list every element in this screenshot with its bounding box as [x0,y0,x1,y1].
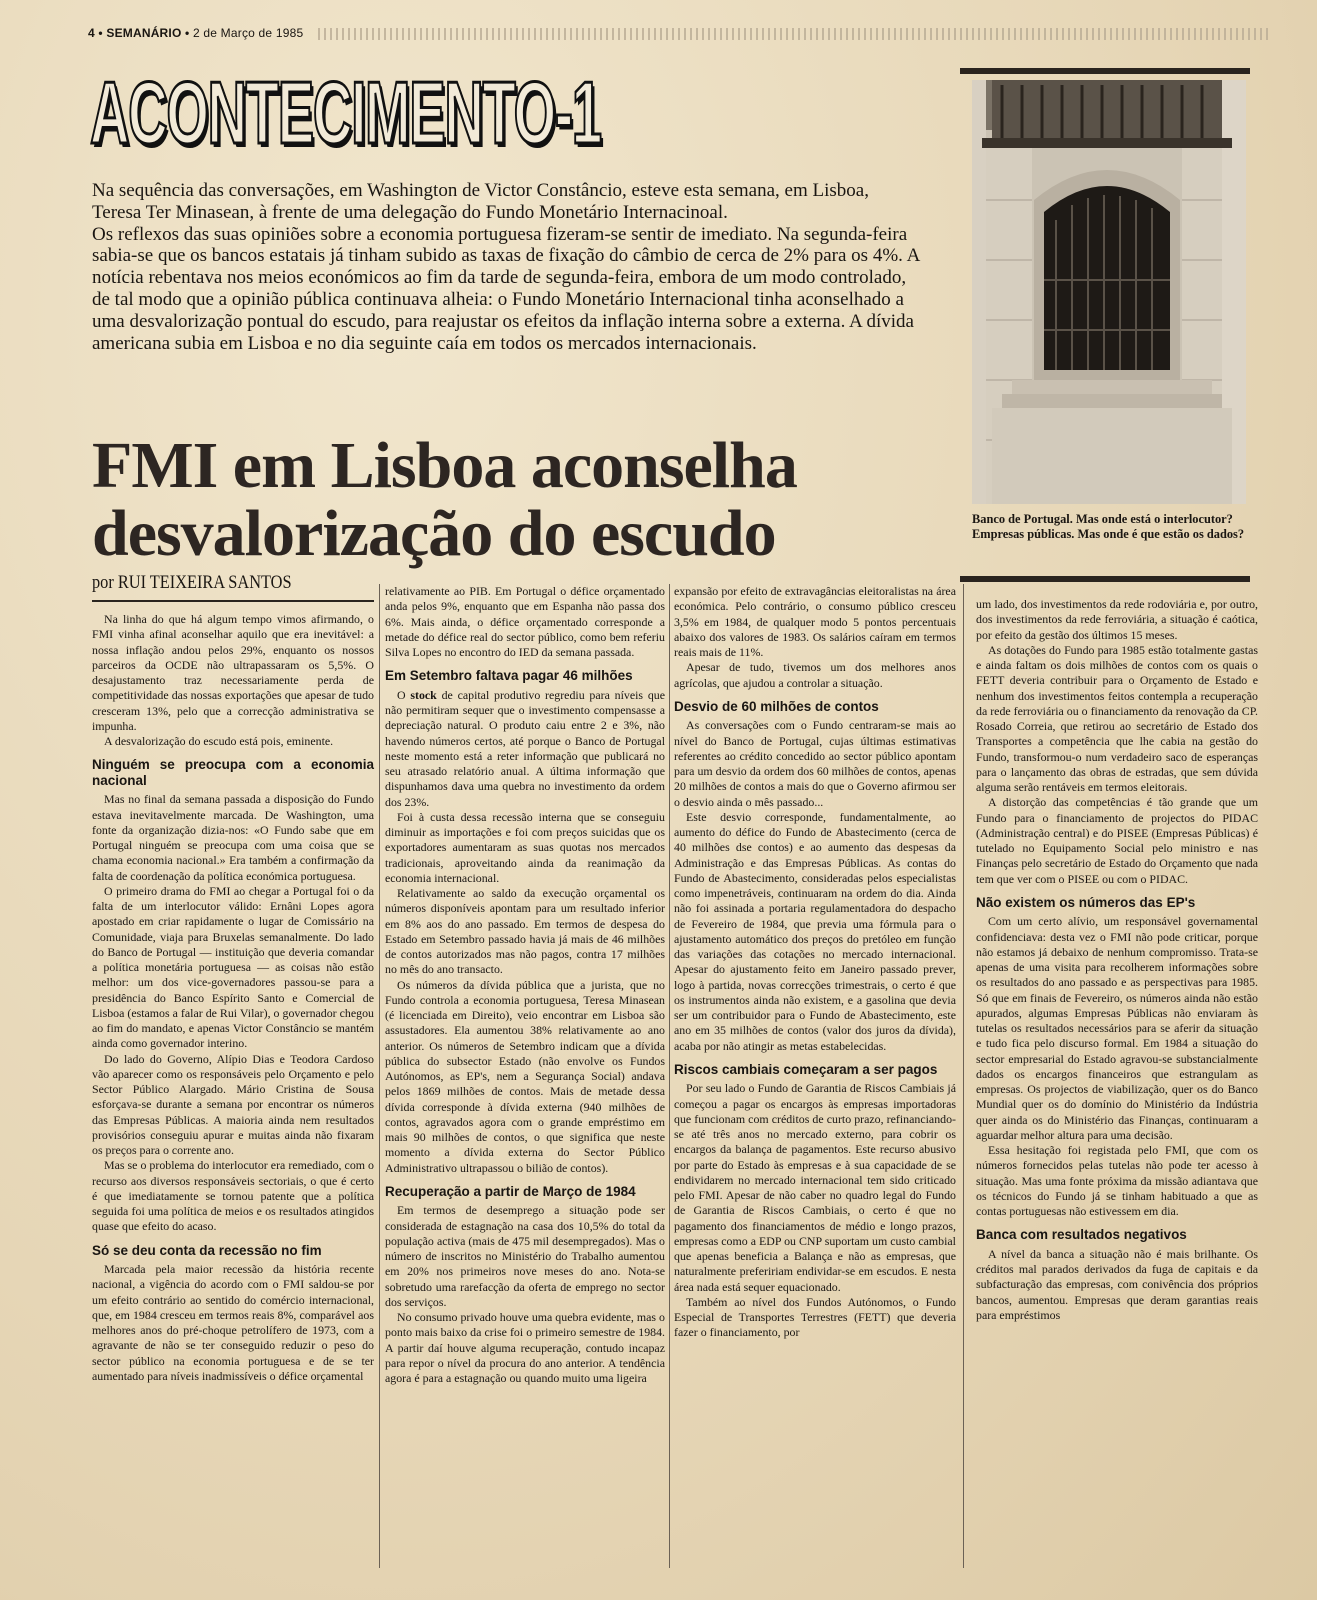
lead-paragraph [92,180,922,354]
paragraph: Relativamente ao saldo da execução orçamental os números disponíveis apontam para um resultado inferior em 8% aos do ano passado. Em termos de despesa do Estado em Setembro passado havia já mais de 46 milhões de contos autorizados mas não pagos, contra 17 milhões no mês do ano transacto. [385,886,665,977]
article-column-2 [385,584,665,1386]
text-run-bold: stock [410,687,437,702]
header-text: 4 • SEMANÁRIO • 2 de Março de 1985 [88,26,304,40]
subheading: Não existem os números das EP's [976,894,1196,910]
article-column-1 [92,612,374,1384]
subheading: Desvio de 60 milhões de contos [674,698,879,714]
paragraph: Do lado do Governo, Alípio Dias e Teodora Cardoso vão aparecer como os responsáveis pelo Orçamento e pelo Sector Público Alargado. Mário Cristina de Sousa esforçava-se durante a semana por encontrar os números das Empresas Públicas. A maioria ainda nem resultados provisórios conseguiu apurar e muitas ainda não fixaram os preços para o corrente ano. [92,1051,374,1157]
caption-bottom-rule [960,576,1250,582]
subheading: Só se deu conta da recessão no fim [92,1242,322,1258]
paragraph: A distorção das competências é tão grande que um Fundo para o financiamento de projectos do PIDAC (Administração central) e do PISEE (Empresas Públicas) é tutelado no Equipamento Social pelo ministro e nas Finanças pelo secretário de Estado do Orçamento que nada tem que ver com o PISEE ou com o PIDAC. [976,795,1258,886]
paragraph: Mas se o problema do interlocutor era remediado, com o recurso aos diversos responsáveis sectoriais, o que é certo é que imediatamente se tornou patente que a política seguida foi uma política de meios e os resultados atingidos quase que efeito do acaso. [92,1158,374,1234]
headline-line-2: desvalorização do escudo [92,497,776,570]
photo-caption [972,512,1262,542]
paragraph: Apesar de tudo, tivemos um dos melhores anos agrícolas, que ajudou a controlar a situação. [674,660,956,690]
paragraph: Por seu lado o Fundo de Garantia de Riscos Cambiais já começou a pagar os encargos às empresas importadoras que funcionam com créditos de curto prazo, refinanciando-se até três anos no mercado externo, para cobrir os encargos da balança de pagamentos. Este recurso abusivo por parte do Estado às empresas e à sua capacidade de se endividarem no mercado internacional tem sido criticado pelo FMI. Apesar de não caber no quadro legal do Fundo de Garantia de Riscos Cambiais, o certo é que no pagamento dos financiamentos de médio e longo prazos, empresas como a EDP ou CNP suportam um custo cambial que apenas beneficia a Balança e não as empresas, que naturalmente prefeririam endividar-se em escudos. E nesta área nada está sequer equacionado. [674,1081,956,1294]
issue-date: 2 de Março de 1985 [192,26,304,40]
lead-sentence-1: Na sequência das conversações, em Washington de Victor Constâncio, esteve esta semana, em Lisboa, Teresa Ter Minasean, à frente de uma delegação do Fundo Monetário Internacinoal. [92,180,869,223]
paragraph: Com um certo alívio, um responsável governamental confidenciava: desta vez o FMI não pode criticar, porque não estamos já debaixo de nenhum compromisso. Trata-se apenas de uma visita para recolherem informações sobre os resultados do ano passado e as perspectivas para 1985. Só que em finais de Fevereiro, os números ainda não estão apurados, algumas Empresas Públicas não enviaram às tutelas os resultados necessários para se aferir da situação e tudo fica pelo discurso formal. Em 1984 a situação do sector empresarial do Estado agravou-se substancialmente dados os encargos financeiros que estrangulam as empresas. Os projectos de viabilização, quer os do Banco Mundial quer os do domínio do Ministério da Indústria quer ainda os do Ministério das Finanças, continuaram a aguardar melhor altura para uma decisão. [976,914,1258,1142]
text-run: O [397,687,411,702]
paragraph: Mas no final da semana passada a disposição do Fundo estava inevitavelmente marcada. De Washington, uma fonte da organização dizia-nos: «O Fundo sabe que em Portugal ninguém se preocupa com uma coisa que se chama economia nacional.» Era também a confirmação da falta de coordenação da política económica portuguesa. [92,792,374,883]
lead-sentence-2: Os reflexos das suas opiniões sobre a economia portuguesa fizeram-se sentir de imediato. Na segunda-feira sabia-se que os bancos estatais já tinham subido as taxas de fixação do câmbio de cerca de 2% para os 4%. A notícia rebentava nos meios económicos ao fim da tarde de segunda-feira, embora de um modo controlado, de tal modo que a opinião pública continuava alheia: o Fundo Monetário Internacional tinha aconselhado a uma desvalorização pontual do escudo, para reajustar os efeitos da inflação interna sobre a externa. A dívida americana subia em Lisboa e no dia seguinte caía em todos os mercados internacionais. [92,223,920,354]
article-column-3 [674,584,956,1341]
article-column-4 [976,597,1258,1323]
paragraph: Na linha do que há algum tempo vimos afirmando, o FMI vinha afinal aconselhar aquilo que era inevitável: a nossa inflação andou pelos 29%, enquanto os nossos parceiros da OCDE não ultrapassaram os 5,5%. O desajustamento traz necessariamente perda de competitividade das nossas exportações que apesar de tudo cresceram 13%, pelo que a correcção administrativa se impunha. [92,612,374,733]
paragraph: Foi à custa dessa recessão interna que se conseguiu diminuir as importações e foi com preços suicidas que os exportadores aumentaram as suas quotas nos mercados tradicionais, aproveitando ainda da reanimação da economia internacional. [385,809,665,885]
paragraph: Marcada pela maior recessão da história recente nacional, a vigência do acordo com o FMI saldou-se por um efeito contrário ao sentido do comércio internacional, que, em 1984 cresceu em termos reais 8%, comparável aos melhores anos do pré-choque petrolífero de 1973, com a agravante de não se ter conseguido reduzir o peso do sector público na economia portuguesa e de se ter aumentado para níveis inadmissíveis o défice orçamental [92,1262,374,1383]
caption-line-1: Banco de Portugal. Mas onde está o interlocutor? [972,512,1233,526]
paragraph: No consumo privado houve uma quebra evidente, mas o ponto mais baixo da crise foi o primeiro semestre de 1984. A partir daí houve alguma recuperação, contudo incapaz para repor o nível da procura do ano anterior. A tendência agora é para a estagnação ou quando muito uma ligeira [385,1310,665,1385]
subheading: Banca com resultados negativos [976,1227,1187,1243]
paragraph: As dotações do Fundo para 1985 estão totalmente gastas e ainda faltam os dois milhões de contos com os quais o FETT deveria contribuir para o Orçamento de Estado e nenhum dos investimentos feitos contempla a recuperação da rede ferroviária ou o financiamento da renovação da CP. Rosado Correia, que retirou ao secretário de Estado dos Transportes a competência que lhe cabia na gestão do Fundo, transformou-o num verdadeiro saco de esperanças para o lançamento das obras de estradas, que sem dúvida alguma serão rentáveis em termos eleitorais. [976,642,1258,794]
page-number: 4 [88,26,95,40]
publication-name: SEMANÁRIO [106,26,182,40]
paragraph: expansão por efeito de extravagâncias eleitoralistas na área económica. Pelo contrário, o consumo público cresceu 3,5% em 1984, de qualquer modo 5 pontos percentuais abaixo dos valores de 1983. Os salários caíram em termos reais mais de 11%. [674,584,956,659]
byline-rule [92,600,374,602]
photo-top-rule [960,68,1250,74]
photo-illustration [972,80,1246,504]
paragraph: O primeiro drama do FMI ao chegar a Portugal foi o da falta de um interlocutor válido: Ernâni Lopes agora apostado em criar rapidamente o lugar de Comissário na Comunidade, viaja para Bruxelas semanalmente. Do lado do Banco de Portugal — instituição que deveria comandar a política monetária portuguesa — as coisas não estão melhor: um dos vice-governadores passou-se para a presidência do Banco Espírito Santo e Comercial de Lisboa (estamos a falar de Rui Vilar), o governador chegou ao fim do mandato, e apenas Victor Constâncio se mantém ainda como governador interino. [92,883,374,1051]
paragraph: Os números da dívida pública que a jurista, que no Fundo controla a economia portuguesa, Teresa Minasean (é licenciada em Direito), veio encontrar em Lisboa são assustadores. Ela aumentou 38% relativamente ao ano anterior. Os números de Setembro indicam que a dívida pública do subsector Estado (não envolve os Fundos Autónomos, as EP's, nem a Segurança Social) andava pelos 1869 milhões de contos. Mais de metade dessa dívida corresponde à dívida externa (940 milhões de contos, agravados agora com o grande empréstimo em mais 90 milhões de contos, o que significa que neste momento a dívida externa do Sector Público Administrativo ultrapassou o bilião de contos). [385,977,665,1175]
paragraph: As conversações com o Fundo centraram-se mais ao nível do Banco de Portugal, cujas últimas estimativas referentes ao crédito concedido ao sector público apontam para um desvio da ordem dos 60 milhões de contos, apenas 20 milhões de contos a mais do que o Governo afirmou ser o desvio ainda o mês passado... [674,718,956,809]
paragraph: Em termos de desemprego a situação pode ser considerada de estagnação na casa dos 10,5% do total da população activa (mais de 475 mil desempregados). Mas o número de inscritos no Ministério do Trabalho aumentou em 20% nos primeiros nove meses do ano. Nota-se sobretudo uma rarefacção da oferta de emprego no sector dos serviços. [385,1203,665,1309]
subheading: Riscos cambiais começaram a ser pagos [674,1061,938,1077]
column-divider [379,584,380,1568]
article-headline [92,429,952,570]
headline-line-1: FMI em Lisboa aconselha [92,429,797,502]
section-kicker: ACONTECIMENTO-1 [90,63,601,162]
paragraph: um lado, dos investimentos da rede rodoviária e, por outro, dos investimentos da rede ferroviária, a situação é caótica, por efeito da gestão dos últimos 15 meses. [976,597,1258,642]
caption-line-2: Empresas públicas. Mas onde é que estão os dados? [972,527,1245,541]
bank-building-photo [972,80,1246,504]
column-divider [669,584,670,1568]
byline: por RUI TEIXEIRA SANTOS [92,572,292,593]
subheading: Ninguém se preocupa com a economia nacional [92,757,374,788]
paragraph: Este desvio corresponde, fundamentalmente, ao aumento do défice do Fundo de Abastecimento (cerca de 40 milhões dse contos) e ao aumento das despesas da Administração e das Empresas Públicas. As contas do Fundo de Abastecimento, consideradas pelos especialistas como impenetráveis, continuaram na ordem do dia. Ainda não foi assinada a portaria regulamentadora do despacho de Fevereiro de 1984, que previa uma fórmula para o ajustamento automático dos preços do pretóleo em função das variações das cotações no mercado internacional. Apesar do ajustamento feito em Janeiro passado prever, logo à partida, novas correcções trimestrais, o certo é que os instrumentos ainda não existem, e a gasolina que devia ser um contribuidor para o Fundo de Abastecimento, este ano em 35 milhões de contos (valor dos juros da dívida), acaba por não atingir as metas estabelecidas. [674,809,956,1053]
paragraph: Essa hesitação foi registada pelo FMI, que com os números fornecidos pelas tutelas não pode ter acesso à situação. Mas uma fonte próxima da missão adiantava que os técnicos do Fundo já se tinham habituado a que as contas portuguesas não estivessem em dia. [976,1143,1258,1218]
paragraph: A desvalorização do escudo está pois, eminente. [104,734,334,748]
column-divider [963,584,964,1568]
paragraph: A nível da banca a situação não é mais brilhante. Os créditos mal parados derivados da fuga de capitais e da subfacturação das empresas, com conivência dos próprios bancos, aumentou. Empresas que deram garantias reais para empréstimos [976,1246,1258,1322]
paragraph [385,688,665,810]
subheading: Em Setembro faltava pagar 46 milhões [385,668,633,684]
paragraph: relativamente ao PIB. Em Portugal o défice orçamentado anda pelos 9%, enquanto que em Espanha não passa dos 6%. Mais ainda, o défice orçamentado corresponde a metade do défice real do sector público, como bem referiu Silva Lopes no encontro do IED da semana passada. [385,584,665,659]
text-run: de capital produtivo regrediu para níveis que não permitiram sequer que o investimento compensasse a depreciação natural. O produto caiu entre 2 e 3%, não havendo números certos, até porque o Banco de Portugal neste momento está a reter informação que publicará no seu atrasado relatório anual. A última informação que dispunhamos dava uma quebra no investimento da ordem dos 23%. [385,687,665,809]
paragraph: Também ao nível dos Fundos Autónomos, o Fundo Especial de Transportes Terrestres (FETT) que deveria fazer o financiamento, por [674,1294,956,1340]
subheading: Recuperação a partir de Março de 1984 [385,1183,636,1199]
header-decorative-band [318,28,1268,40]
page-header [88,24,1268,44]
